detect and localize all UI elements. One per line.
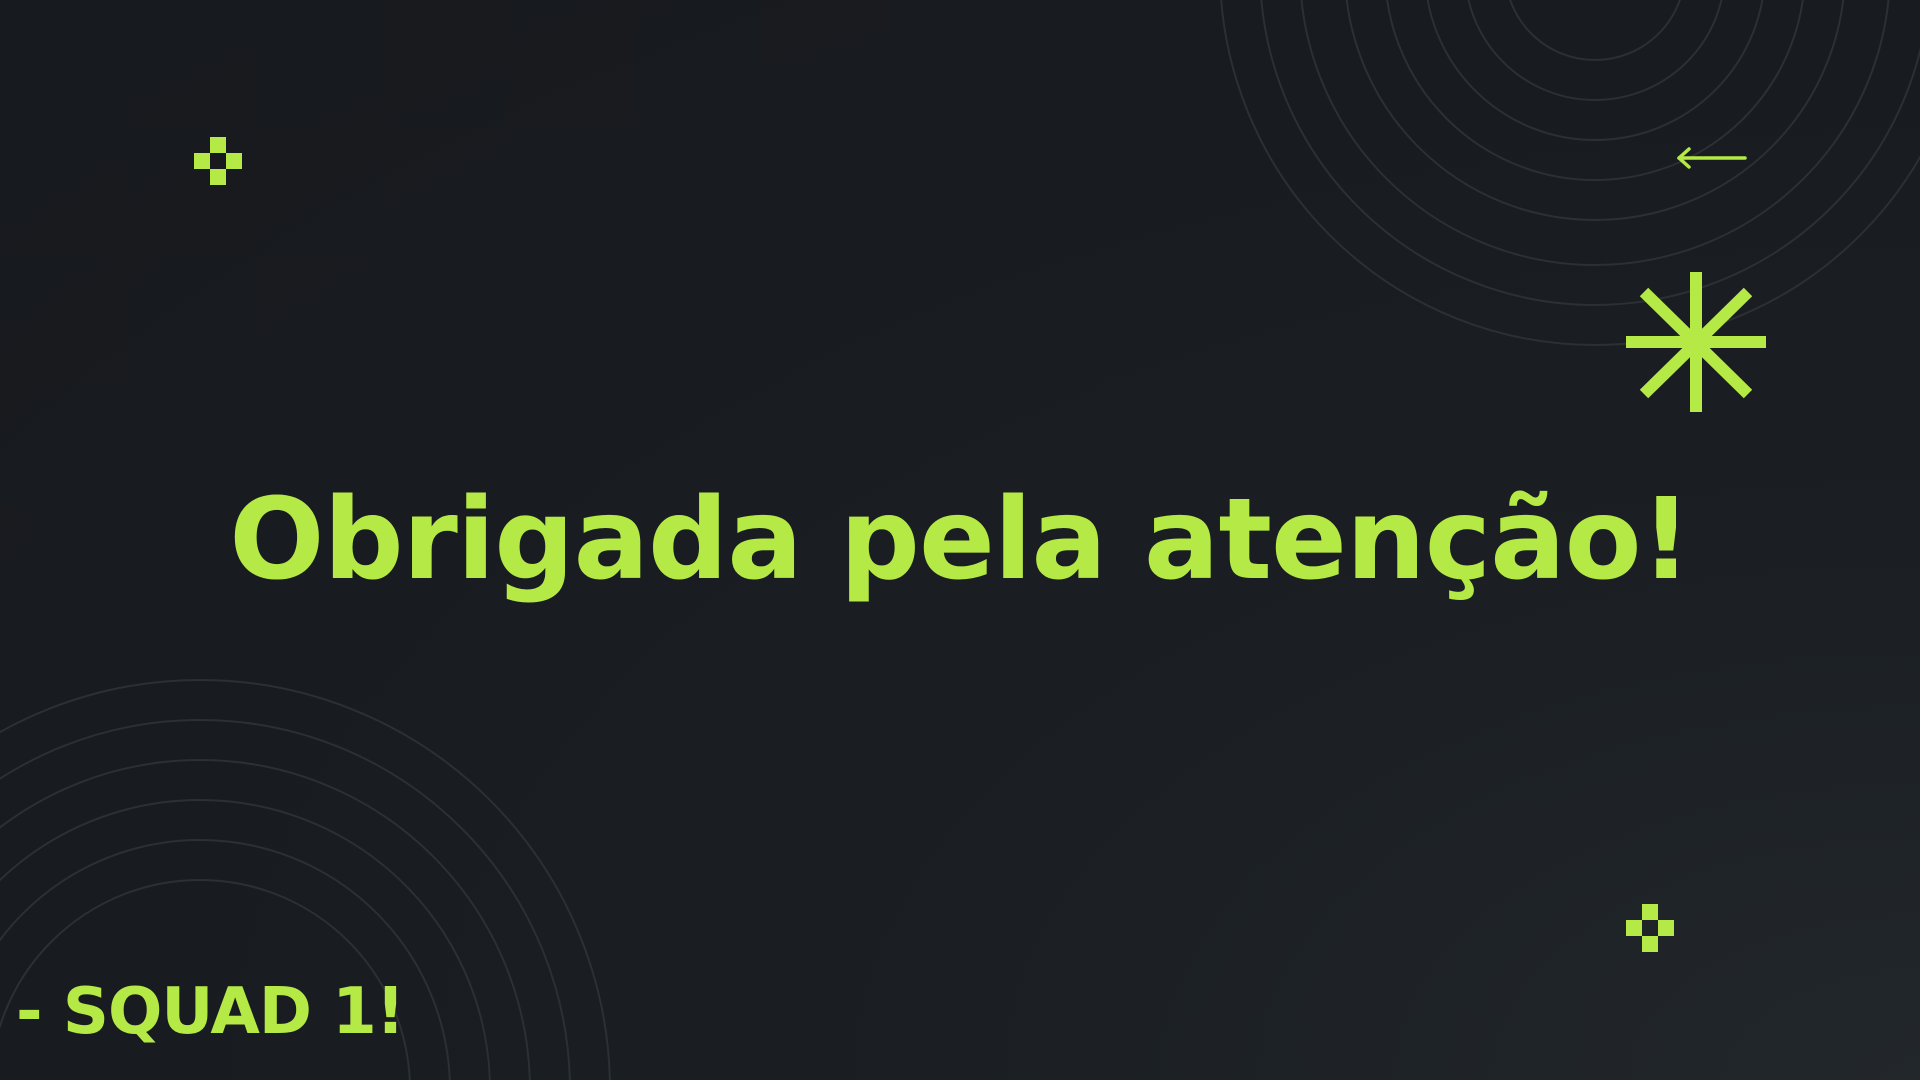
pixel-cross-icon xyxy=(194,137,242,185)
signature-text: - SQUAD 1! xyxy=(16,975,404,1049)
rings-top-right xyxy=(1220,0,1920,345)
arrow-left-icon xyxy=(1675,144,1747,172)
pixel-cross-icon xyxy=(1626,904,1674,952)
asterisk-icon xyxy=(1622,270,1770,418)
page-title: Obrigada pela atenção! xyxy=(229,475,1691,605)
